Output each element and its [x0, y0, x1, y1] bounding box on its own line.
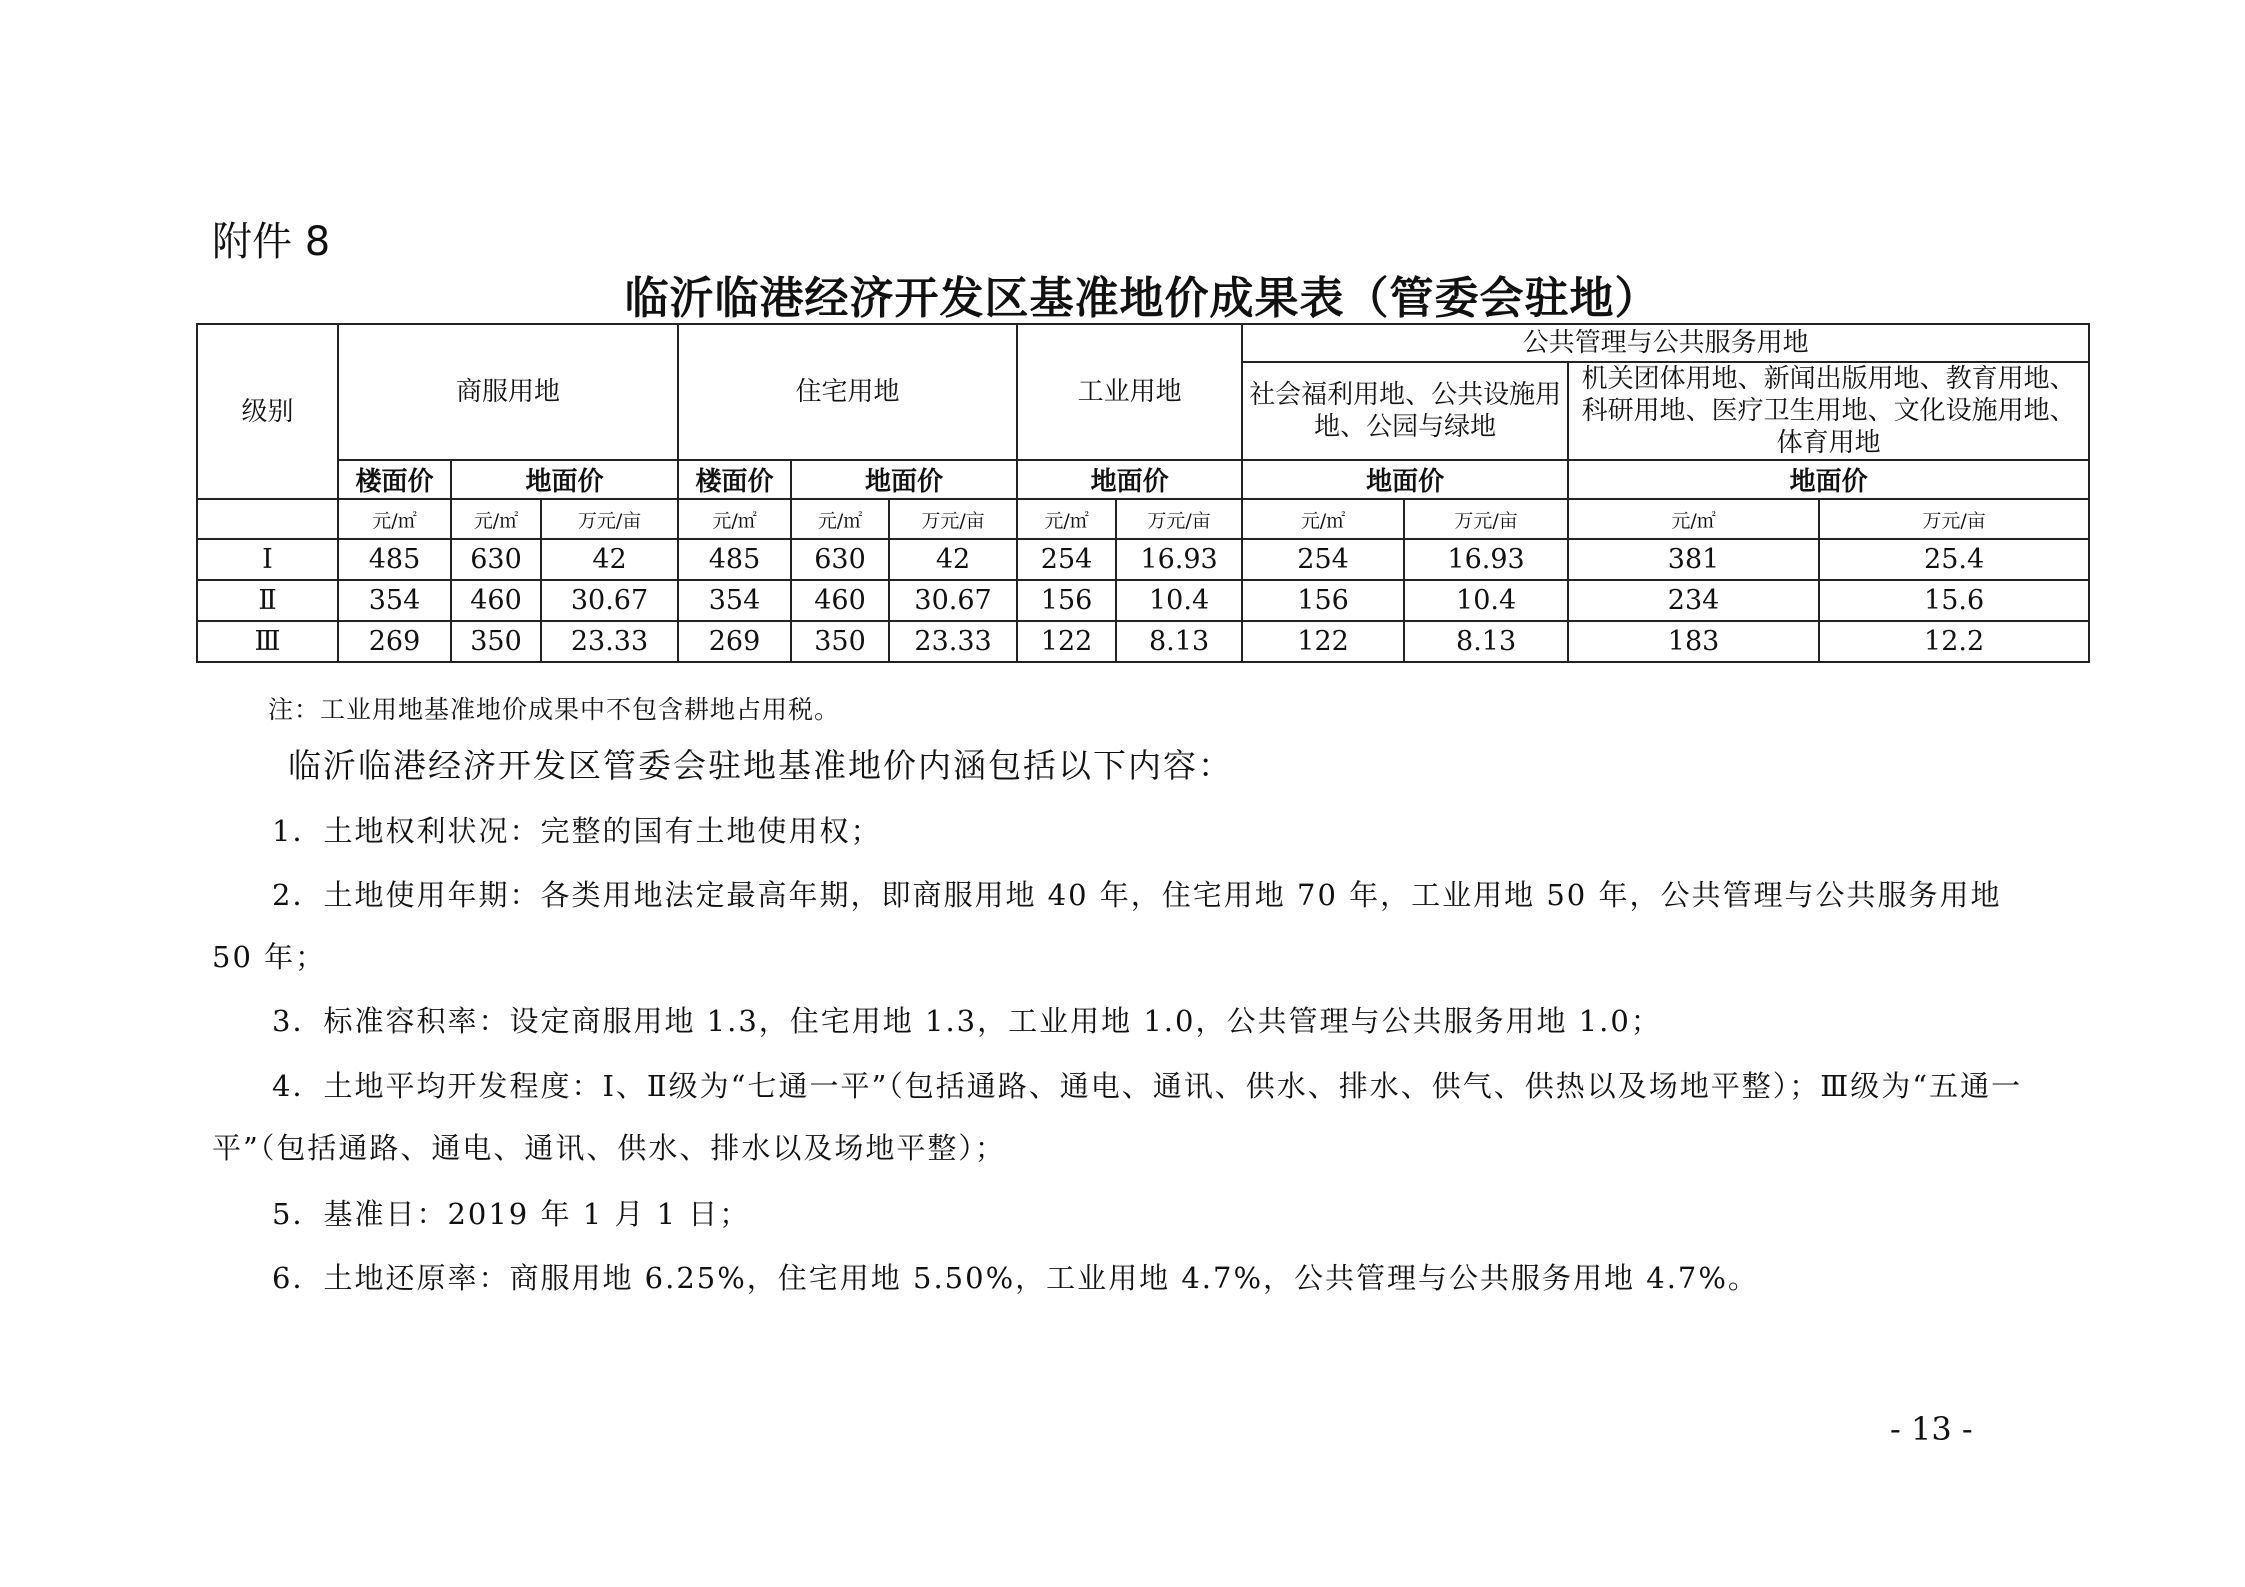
industrial-land-price-header: 地面价	[1017, 460, 1242, 499]
residential-land-price-header: 地面价	[791, 460, 1017, 499]
level-cell: Ⅱ	[197, 580, 338, 621]
commercial-land-price-header: 地面价	[451, 460, 678, 499]
value-cell: 156	[1017, 580, 1116, 621]
value-cell: 485	[338, 539, 451, 580]
value-cell: 254	[1017, 539, 1116, 580]
commercial-floor-price-header: 楼面价	[338, 460, 451, 499]
value-cell: 269	[338, 621, 451, 662]
unit-cell: 万元/亩	[1404, 499, 1568, 539]
value-cell: 10.4	[1116, 580, 1242, 621]
unit-cell: 万元/亩	[889, 499, 1017, 539]
institution-land-header: 机关团体用地、新闻出版用地、教育用地、科研用地、医疗卫生用地、文化设施用地、体育用地	[1568, 362, 2089, 460]
value-cell: 25.4	[1819, 539, 2089, 580]
value-cell: 23.33	[889, 621, 1017, 662]
value-cell: 156	[1242, 580, 1404, 621]
value-cell: 485	[678, 539, 791, 580]
value-cell: 42	[541, 539, 678, 580]
value-cell: 8.13	[1116, 621, 1242, 662]
value-cell: 254	[1242, 539, 1404, 580]
value-cell: 183	[1568, 621, 1819, 662]
value-cell: 381	[1568, 539, 1819, 580]
page-number: - 13 -	[1890, 1410, 1973, 1448]
value-cell: 15.6	[1819, 580, 2089, 621]
value-cell: 30.67	[541, 580, 678, 621]
value-cell: 8.13	[1404, 621, 1568, 662]
unit-cell: 元/㎡	[451, 499, 541, 539]
value-cell: 630	[451, 539, 541, 580]
residential-floor-price-header: 楼面价	[678, 460, 791, 499]
table-row	[197, 580, 2089, 621]
content-item: 4．土地平均开发程度：Ⅰ、Ⅱ级为“七通一平”（包括通路、通电、通讯、供水、排水、供气、供热以及场地平整）；Ⅲ级为“五通一平”（包括通路、通电、通讯、供水、排水以及场地平整）；	[212, 1069, 2023, 1165]
value-cell: 23.33	[541, 621, 678, 662]
value-cell: 16.93	[1116, 539, 1242, 580]
value-cell: 460	[791, 580, 889, 621]
value-cell: 12.2	[1819, 621, 2089, 662]
page-title: 临沂临港经济开发区基准地价成果表（管委会驻地）	[624, 273, 1660, 324]
value-cell: 122	[1017, 621, 1116, 662]
level-header: 级别	[197, 324, 338, 499]
industrial-header: 工业用地	[1017, 324, 1242, 460]
unit-cell: 元/㎡	[678, 499, 791, 539]
attachment-label: 附件 8	[212, 219, 331, 265]
unit-cell: 万元/亩	[1116, 499, 1242, 539]
value-cell: 460	[451, 580, 541, 621]
value-cell: 234	[1568, 580, 1819, 621]
value-cell: 30.67	[889, 580, 1017, 621]
value-cell: 354	[338, 580, 451, 621]
value-cell: 42	[889, 539, 1017, 580]
table-row	[197, 539, 2089, 580]
level-cell: Ⅲ	[197, 621, 338, 662]
land-price-table	[196, 323, 2090, 663]
table-row	[197, 621, 2089, 662]
residential-header: 住宅用地	[678, 324, 1017, 460]
welfare-land-header: 社会福利用地、公共设施用地、公园与绿地	[1242, 362, 1568, 460]
content-item: 3．标准容积率：设定商服用地 1.3，住宅用地 1.3，工业用地 1.0，公共管理与公共服务用地 1.0；	[272, 1004, 1662, 1038]
unit-cell: 万元/亩	[541, 499, 678, 539]
table-note: 注：工业用地基准地价成果中不包含耕地占用税。	[268, 695, 841, 724]
public-service-header: 公共管理与公共服务用地	[1242, 324, 2089, 362]
content-item: 2．土地使用年期：各类用地法定最高年期，即商服用地 40 年，住宅用地 70 年，工业用地 50 年，公共管理与公共服务用地 50 年；	[212, 878, 2002, 974]
level-cell: Ⅰ	[197, 539, 338, 580]
level-unit-cell	[197, 499, 338, 539]
content-item: 5．基准日：2019 年 1 月 1 日；	[272, 1197, 751, 1231]
content-item: 1．土地权利状况：完整的国有土地使用权；	[272, 814, 882, 848]
institution-land-price-header: 地面价	[1568, 460, 2089, 499]
value-cell: 354	[678, 580, 791, 621]
unit-cell: 元/㎡	[1568, 499, 1819, 539]
value-cell: 16.93	[1404, 539, 1568, 580]
value-cell: 269	[678, 621, 791, 662]
value-cell: 630	[791, 539, 889, 580]
unit-cell: 元/㎡	[1017, 499, 1116, 539]
content-item: 6．土地还原率：商服用地 6.25%，住宅用地 5.50%，工业用地 4.7%，公共管理与公共服务用地 4.7%。	[272, 1261, 1759, 1295]
value-cell: 10.4	[1404, 580, 1568, 621]
commercial-header: 商服用地	[338, 324, 678, 460]
unit-cell: 万元/亩	[1819, 499, 2089, 539]
unit-cell: 元/㎡	[338, 499, 451, 539]
unit-cell: 元/㎡	[791, 499, 889, 539]
intro-paragraph: 临沂临港经济开发区管委会驻地基准地价内涵包括以下内容：	[288, 746, 1233, 785]
value-cell: 350	[451, 621, 541, 662]
welfare-land-price-header: 地面价	[1242, 460, 1568, 499]
value-cell: 350	[791, 621, 889, 662]
unit-cell: 元/㎡	[1242, 499, 1404, 539]
value-cell: 122	[1242, 621, 1404, 662]
